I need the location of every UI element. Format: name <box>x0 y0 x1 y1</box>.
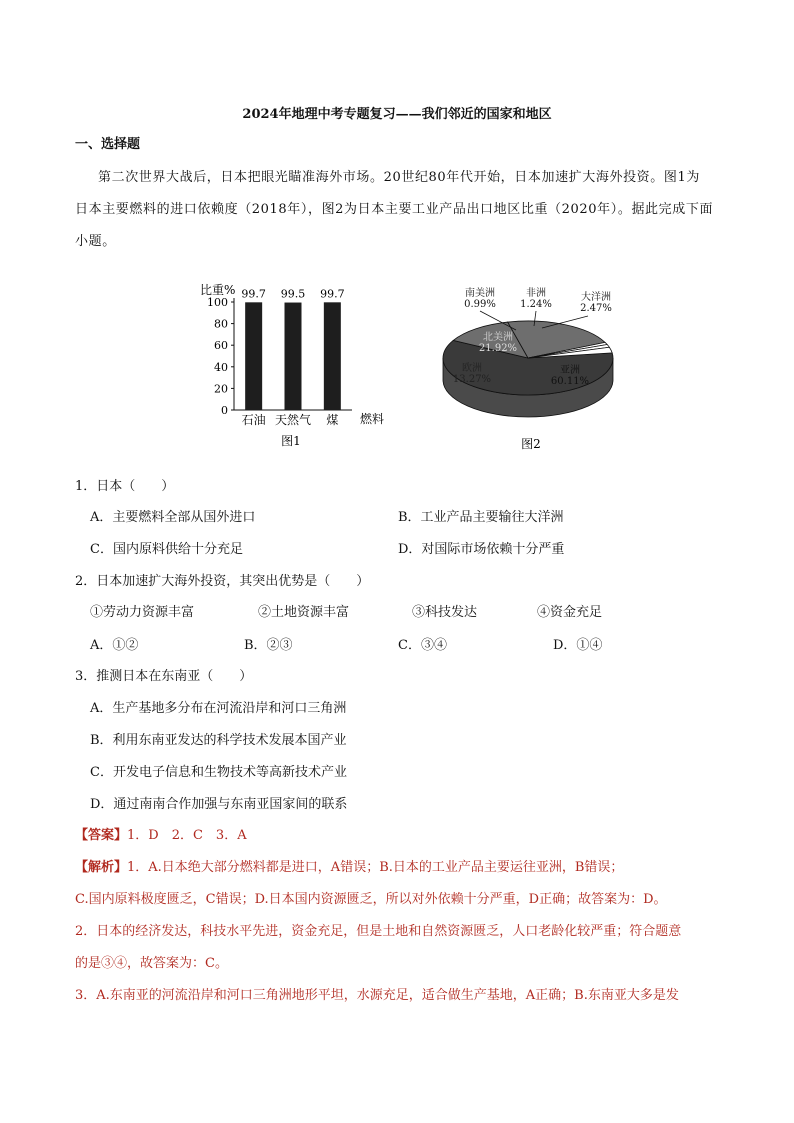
y-tick-label: 60 <box>214 339 228 353</box>
q2-item-3: ③科技发达 <box>412 605 478 620</box>
answer-line <box>75 824 247 843</box>
answer-label: 【答案】 <box>75 828 128 843</box>
section-heading: 一、选择题 <box>75 137 141 152</box>
q3-option-c: C．开发电子信息和生物技术等高新技术产业 <box>90 765 347 780</box>
q2-option-c: C．③④ <box>398 638 447 653</box>
pie-label-name: 大洋洲 <box>581 292 611 303</box>
q3-option-a: A．生产基地多分布在河流沿岸和河口三角洲 <box>90 701 347 716</box>
answer-text: 1．D 2．C 3．A <box>127 828 247 843</box>
pie-label-name: 非洲 <box>526 288 546 299</box>
y-tick-label: 20 <box>214 382 228 396</box>
q3-option-d: D．通过南南合作加强与东南亚国家间的联系 <box>90 797 348 812</box>
analysis-line-5: 3．A.东南亚的河流沿岸和河口三角洲地形平坦，水源充足，适合做生产基地，A正确；B.东南亚大多是发 <box>75 988 679 1003</box>
bar-2 <box>285 303 302 410</box>
q1-option-a: A．主要燃料全部从国外进口 <box>90 510 256 525</box>
export-region-pie-chart <box>438 278 628 458</box>
pie-label-value: 1.24% <box>520 299 552 310</box>
y-tick-label: 80 <box>214 317 228 331</box>
pie-label-name: 亚洲 <box>560 365 580 376</box>
pie-label-name: 南美洲 <box>465 288 495 299</box>
bar-value-label: 99.7 <box>320 287 345 301</box>
q1-option-c: C．国内原料供给十分充足 <box>90 542 243 557</box>
analysis-label: 【解析】 <box>75 860 128 875</box>
pie-label-value: 0.99% <box>464 299 496 310</box>
q2-option-d: D．①④ <box>553 638 603 653</box>
category-label: 石油 <box>241 413 266 427</box>
bar-3 <box>324 302 341 410</box>
analysis-line-3: 2．日本的经济发达，科技水平先进，资金充足，但是土地和自然资源匮乏，人口老龄化较严重；符合题意 <box>75 924 682 939</box>
pie-label-value: 60.11% <box>550 376 590 387</box>
q1-option-b: B．工业产品主要输往大洋洲 <box>398 510 564 525</box>
pie-label-name: 北美洲 <box>483 332 513 343</box>
q3-option-b: B．利用东南亚发达的科学技术发展本国产业 <box>90 733 347 748</box>
q2-option-b: B．②③ <box>244 638 293 653</box>
fuel-import-bar-chart <box>192 276 402 458</box>
q2-option-a: A．①② <box>90 638 139 653</box>
category-label: 天然气 <box>274 413 312 427</box>
q2-item-4: ④资金充足 <box>537 605 603 620</box>
intro-line-3: 小题。 <box>75 234 116 249</box>
question-1-stem: 1．日本（ ） <box>75 479 175 494</box>
y-tick-label: 100 <box>207 296 228 309</box>
pie-label-value: 2.47% <box>580 303 612 314</box>
pie-label-value: 13.27% <box>452 374 492 385</box>
figure-2-caption: 图2 <box>521 437 541 451</box>
bar-1 <box>245 302 262 410</box>
category-label: 煤 <box>326 413 339 427</box>
page-title: 2024年地理中考专题复习——我们邻近的国家和地区 <box>242 107 552 122</box>
y-tick-label: 0 <box>221 404 228 417</box>
bar-value-label: 99.5 <box>280 287 306 301</box>
q1-option-d: D．对国际市场依赖十分严重 <box>398 542 565 557</box>
analysis-line-1: 【解析】1．A.日本绝大部分燃料都是进口，A错误；B.日本的工业产品主要运往亚洲，B错误； <box>75 860 624 875</box>
x-axis-label: 燃料 <box>360 412 385 426</box>
analysis-line-4: 的是③④，故答案为：C。 <box>75 956 228 971</box>
analysis-line-2: C.国内原料极度匮乏，C错误；D.日本国内资源匮乏，所以对外依赖十分严重，D正确；故答案为：D。 <box>75 892 667 907</box>
figure-1-caption: 图1 <box>281 434 301 448</box>
intro-line-1: 第二次世界大战后，日本把眼光瞄准海外市场。20世纪80年代开始，日本加速扩大海外投资。图1为 <box>98 170 700 185</box>
y-tick-label: 40 <box>214 360 228 374</box>
pie-label-name: 欧洲 <box>462 363 482 374</box>
intro-line-2: 日本主要燃料的进口依赖度（2018年），图2为日本主要工业产品出口地区比重（2020年）。据此完成下面 <box>75 202 714 217</box>
question-2-stem: 2．日本加速扩大海外投资，其突出优势是（ ） <box>75 574 370 589</box>
y-axis-label: 比重% <box>200 283 236 297</box>
q2-item-1: ①劳动力资源丰富 <box>90 605 195 620</box>
q2-item-2: ②土地资源丰富 <box>258 605 350 620</box>
pie-label-value: 21.92% <box>478 343 518 354</box>
question-3-stem: 3．推测日本在东南亚（ ） <box>75 669 253 684</box>
bar-value-label: 99.7 <box>241 287 266 301</box>
